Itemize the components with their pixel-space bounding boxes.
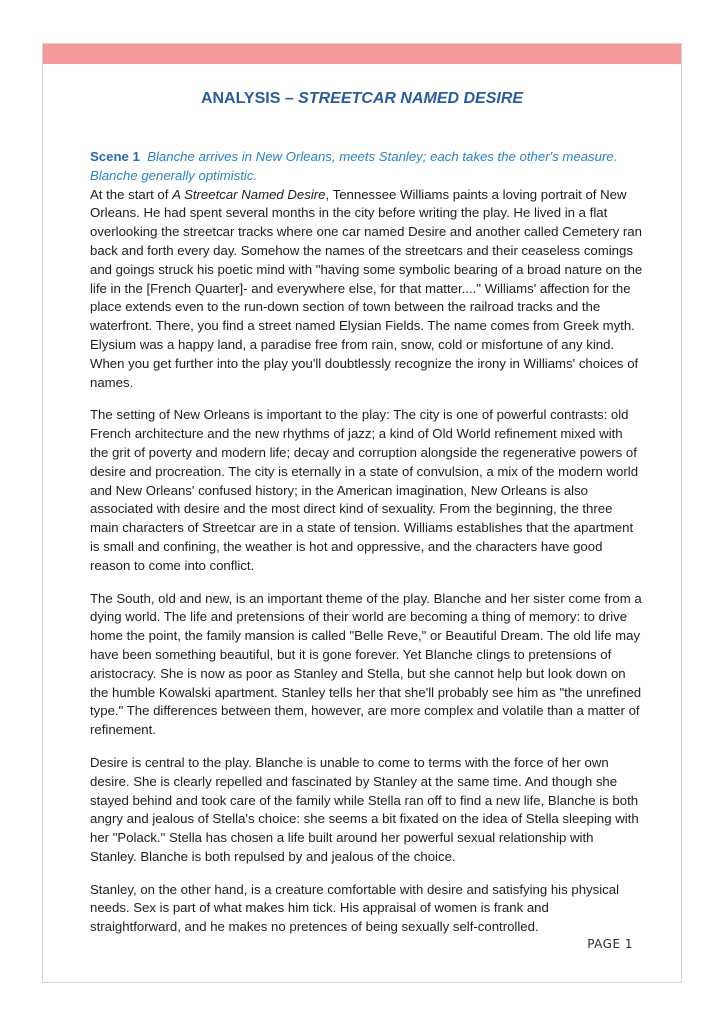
page-number: PAGE 1 [587, 937, 633, 951]
scene-label: Scene 1 [90, 149, 140, 164]
document-body [90, 148, 643, 951]
paragraph-1-body: , Tennessee Williams paints a loving portrait of New Orleans. He had spent several months in the city before writing the play. He lived in a flat overlooking the streetcar tracks where one car named Desire and another called Cemetery ran back and forth every day. Somehow the names of the streetcars and their ceaseless comings and goings struck his poetic mind with "having some symbolic bearing of a broad nature on the life in the [French Quarter]- and everywhere else, for that matter...." Williams' affection for the place extends even to the run-down section of town between the railroad tracks and the waterfront. There, you find a street named Elysian Fields. The name comes from Greek myth. Elysium was a happy land, a paradise free from rain, snow, cold or misfortune of any kind. When you get further into the play you'll doubtlessly recognize the irony in Williams' choices of names. [90, 186, 643, 390]
paragraph-1-intro: At the start of [90, 186, 173, 202]
header-band [43, 44, 681, 64]
title-italic: STREETCAR NAMED DESIRE [298, 90, 524, 107]
page-title [43, 90, 681, 108]
paragraph-2: The setting of New Orleans is important to the play: The city is one of powerful contrasts: old French architecture and the new rhythms of jazz; a kind of Old World refinement mixed with the grit of poverty and modern life; decay and corruption alongside the regenerative powers of desire and procreation. The city is eternally in a state of convulsion, a mix of the modern world and New Orleans' confused history; in the American imagination, New Orleans is also associated with desire and the most direct kind of sexuality. From the beginning, the three main characters of Streetcar are in a state of tension. Williams establishes that the apartment is small and confining, the weather is hot and oppressive, and the characters have good reason to come into conflict. [90, 407, 639, 573]
paragraph-1 [90, 186, 643, 393]
paragraph-4: Desire is central to the play. Blanche is unable to come to terms with the force of her own desire. She is clearly repelled and fascinated by Stanley at the same time. And though she stayed behind and took care of the family while Stella ran off to find a new life, Blanche is both angry and jealous of Stella's choice: she seems a bit fixated on the idea of Stella sleeping with her "Polack." Stella has chosen a life built around her powerful sexual relationship with Stanley. Blanche is both repulsed by and jealous of the choice. [90, 754, 639, 864]
scene-heading [90, 148, 643, 186]
play-title-italic: A Streetcar Named Desire [172, 186, 326, 202]
paragraph-3: The South, old and new, is an important theme of the play. Blanche and her sister come from a dying world. The life and pretensions of their world are becoming a thing of memory: to drive home the point, the family mansion is called "Belle Reve," or Beautiful Dream. The old life may have been something beautiful, but it is gone forever. Yet Blanche clings to pretensions of aristocracy. She is now as poor as Stanley and Stella, but she cannot help but look down on the humble Kowalski apartment. Stanley tells her that she'll probably see him as "the unrefined type." The differences between them, however, are more complex and volatile than a matter of refinement. [90, 590, 642, 738]
document-page [42, 43, 682, 983]
title-prefix: ANALYSIS – [200, 90, 299, 107]
paragraph-5: Stanley, on the other hand, is a creature comfortable with desire and satisfying his physical needs. Sex is part of what makes him tick. His appraisal of women is frank and straightforward, and he makes no pretences of being sexually self-controlled. [90, 881, 620, 935]
scene-description: Blanche arrives in New Orleans, meets Stanley; each takes the other's measure. Blanche generally optimistic. [90, 149, 618, 183]
